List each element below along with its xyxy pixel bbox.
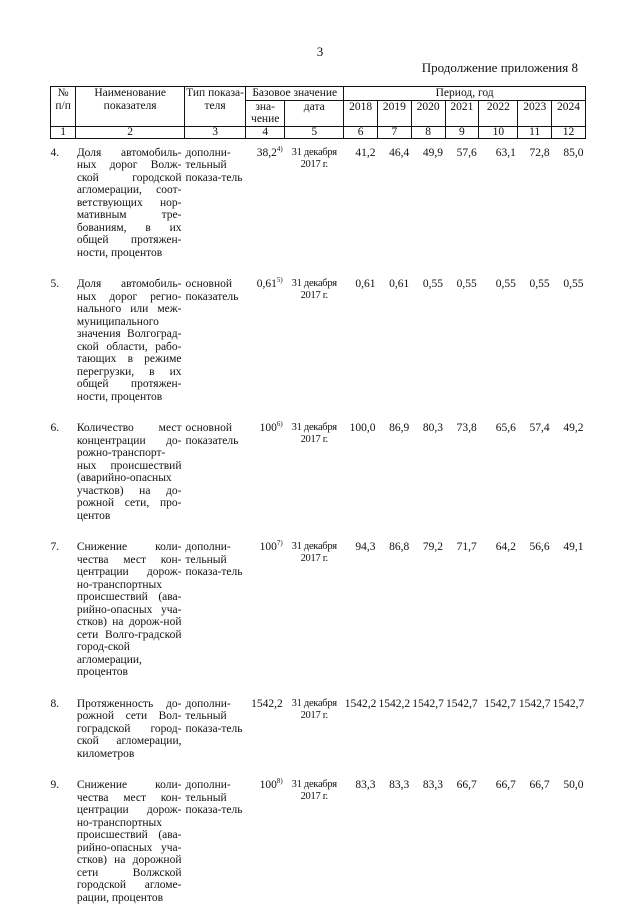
year-value: 0,55 <box>563 278 584 290</box>
year-value: 66,7 <box>495 779 516 791</box>
row-number: 4. <box>50 146 60 159</box>
year-value: 1542,7 <box>412 697 444 710</box>
year-value: 63,1 <box>495 146 516 159</box>
year-value: 0,61 <box>355 278 376 290</box>
base-value-number: 1542,2 <box>251 697 283 710</box>
column-number: 12 <box>552 126 586 138</box>
base-value-number: 38,2 <box>256 146 277 159</box>
year-value: 86,8 <box>389 541 410 553</box>
year-value: 49,2 <box>563 422 584 434</box>
footnote-mark: 4) <box>276 144 283 153</box>
column-numbers-row <box>51 126 586 138</box>
year-value: 83,3 <box>422 779 444 791</box>
year-value: 65,6 <box>495 422 516 434</box>
header-base-value: зна-чение <box>246 100 285 126</box>
row-number: 6. <box>50 422 60 434</box>
footnote-mark: 7) <box>276 539 283 548</box>
year-value: 94,3 <box>355 541 376 553</box>
header-base: Базовое значение <box>246 87 344 101</box>
column-number: 2 <box>76 126 185 138</box>
base-date: 31 декабря 2017 г. <box>291 779 337 802</box>
base-value <box>246 278 285 403</box>
year-value: 56,6 <box>529 541 550 553</box>
indicator-name: Протяженность до-рожной сети Вол-гоградской город-ской агломерации, километров <box>76 697 182 760</box>
column-number: 8 <box>411 126 445 138</box>
indicator-name: Доля автомобиль-ных дорог Волж-ской городской агломерации, соот-ветствующих нор-мативным тре-бованиям, в их общей протяжен-ности, процентов <box>76 146 182 259</box>
base-value-number: 100 <box>259 422 277 434</box>
column-number: 7 <box>378 126 412 138</box>
row-spacer-cell <box>51 403 586 422</box>
year-value: 57,6 <box>456 146 477 159</box>
year-value: 1542,7 <box>518 697 551 710</box>
page-number: 3 <box>316 44 324 59</box>
header-type: Тип показа-теля <box>184 87 245 127</box>
header-year: 2019 <box>378 100 412 126</box>
year-value: 0,61 <box>389 278 410 290</box>
header-year: 2018 <box>344 100 378 126</box>
year-value: 0,55 <box>529 278 550 290</box>
year-value: 1542,7 <box>446 697 478 710</box>
table-row <box>51 422 586 522</box>
column-number: 11 <box>518 126 552 138</box>
row-number: 7. <box>50 541 60 553</box>
table-row <box>51 698 586 761</box>
row-spacer <box>51 403 586 422</box>
indicator-type: дополни-тельный показа-тель <box>185 697 243 735</box>
header-year: 2024 <box>552 100 586 126</box>
table-row <box>51 278 586 403</box>
indicator-name: Доля автомобиль-ных дорог регио-нального или меж-муниципального значения Волгоград-ской области, рабо-тающих в режиме перегрузки, в их общей протяжен-ности, процентов <box>76 278 182 403</box>
year-value: 1542,2 <box>344 697 377 710</box>
year-value: 0,55 <box>456 278 477 290</box>
year-value: 1542,7 <box>552 697 585 710</box>
year-value: 66,7 <box>456 779 477 791</box>
base-value <box>246 541 285 679</box>
year-value: 1542,7 <box>484 697 516 710</box>
year-value: 71,7 <box>456 541 477 553</box>
header-year: 2020 <box>411 100 445 126</box>
year-value: 80,3 <box>422 422 444 434</box>
base-date: 31 декабря 2017 г. <box>291 422 337 445</box>
table-row <box>51 779 586 904</box>
year-value: 50,0 <box>563 779 584 791</box>
column-number: 1 <box>51 126 76 138</box>
row-spacer <box>51 138 586 147</box>
indicator-name: Снижение коли-чества мест кон-центрации дорож-но-транспортных происшествий (ава-рийно-опасных уча-стков) на дорож-ной сети Волго-градской город-ской агломерации, процентов <box>76 541 182 678</box>
footnote-mark: 6) <box>276 420 283 429</box>
year-value: 64,2 <box>495 541 516 553</box>
base-value-number: 0,61 <box>256 278 277 290</box>
year-value: 72,8 <box>529 146 550 159</box>
row-spacer <box>51 259 586 278</box>
base-value <box>246 698 285 761</box>
row-spacer-cell <box>51 679 586 698</box>
year-value: 79,2 <box>422 541 444 553</box>
base-date: 31 декабря 2017 г. <box>291 697 337 721</box>
indicator-type: дополни-тельный показа-тель <box>185 541 243 578</box>
column-number: 4 <box>246 126 285 138</box>
row-spacer-cell <box>51 760 586 779</box>
base-value <box>246 422 285 522</box>
indicator-type: дополни-тельный показа-тель <box>185 146 243 184</box>
row-spacer <box>51 760 586 779</box>
year-value: 83,3 <box>355 779 376 791</box>
year-value: 0,55 <box>422 278 444 290</box>
column-number: 6 <box>344 126 378 138</box>
header-name: Наименование показателя <box>76 87 185 127</box>
indicator-name: Количество мест концентрации до-рожно-транспорт-ных происшествий (аварийно-опасных участков) на до-рожной сети, про-центов <box>76 422 182 522</box>
column-number: 3 <box>184 126 245 138</box>
year-value: 49,9 <box>422 146 444 159</box>
indicator-type: дополни-тельный показа-тель <box>185 779 243 816</box>
header-year: 2023 <box>518 100 552 126</box>
year-value: 73,8 <box>456 422 477 434</box>
row-number: 8. <box>50 697 60 710</box>
footnote-mark: 5) <box>276 276 283 285</box>
row-spacer <box>51 522 586 541</box>
header-period: Период, год <box>344 87 586 101</box>
base-date: 31 декабря 2017 г. <box>291 146 337 170</box>
year-value: 46,4 <box>389 146 410 159</box>
year-value: 85,0 <box>563 146 584 159</box>
year-value: 49,1 <box>563 541 584 553</box>
indicator-type: основной показатель <box>185 422 239 447</box>
header-base-date: дата <box>285 100 344 126</box>
footnote-mark: 8) <box>276 777 283 786</box>
row-spacer-cell <box>51 522 586 541</box>
row-number: 9. <box>50 779 60 791</box>
year-value: 83,3 <box>389 779 410 791</box>
header-year: 2021 <box>445 100 479 126</box>
row-spacer <box>51 679 586 698</box>
base-value <box>246 779 285 904</box>
table-body <box>51 138 586 904</box>
year-value: 66,7 <box>529 779 550 791</box>
header-year: 2022 <box>479 100 518 126</box>
table-row <box>51 147 586 260</box>
year-value: 1542,2 <box>378 697 411 710</box>
base-value <box>246 144 285 260</box>
row-spacer-cell <box>51 259 586 278</box>
header-num: № п/п <box>51 87 76 127</box>
row-spacer-cell <box>51 138 586 147</box>
continuation-label: Продолжение приложения 8 <box>421 60 578 75</box>
base-date: 31 декабря 2017 г. <box>291 278 337 301</box>
base-value-number: 100 <box>259 779 277 791</box>
base-date: 31 декабря 2017 г. <box>291 541 337 564</box>
year-value: 0,55 <box>495 278 516 290</box>
indicator-name: Снижение коли-чества мест кон-центрации дорож-но-транспортных происшествий (ава-рийно-опасных уча-стков) на дорожной сети Волжской городской агломе-рации, процентов <box>76 779 182 904</box>
table-row <box>51 541 586 679</box>
year-value: 86,9 <box>389 422 410 434</box>
column-number: 10 <box>479 126 518 138</box>
base-value-number: 100 <box>259 541 277 553</box>
indicators-table <box>50 86 586 904</box>
year-value: 57,4 <box>529 422 550 434</box>
row-number: 5. <box>50 278 60 290</box>
year-value: 41,2 <box>355 146 376 159</box>
indicator-type: основной показатель <box>185 278 239 303</box>
column-number: 9 <box>445 126 479 138</box>
year-value: 100,0 <box>349 422 376 434</box>
column-number: 5 <box>285 126 344 138</box>
